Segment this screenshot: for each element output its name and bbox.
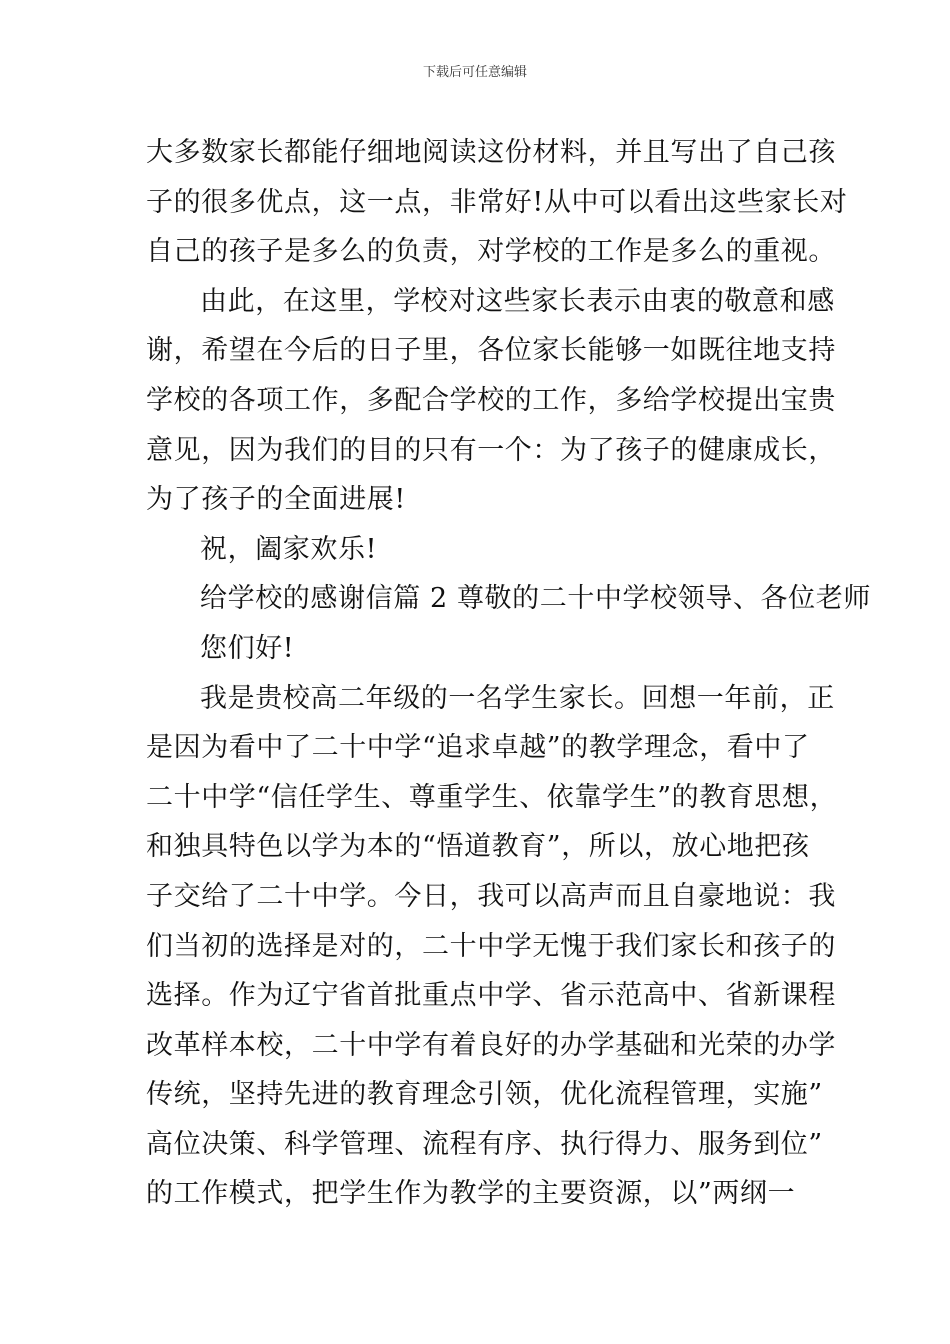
text-line: 谢，希望在今后的日子里，各位家长能够一如既往地支持 (146, 335, 836, 367)
paragraph-blessing (146, 525, 806, 575)
paragraph-greeting (146, 624, 806, 674)
paragraph-1 (146, 128, 848, 277)
text-line: 我是贵校高二年级的一名学生家长。回想一年前，正 (200, 682, 835, 714)
text-line: 和独具特色以学为本的“悟道教育”，所以，放心地把孩 (146, 831, 810, 863)
page-header: 下载后可任意编辑 (422, 65, 527, 80)
text-line: 改革样本校，二十中学有着良好的办学基础和光荣的办学 (146, 1029, 836, 1061)
paragraph-3 (146, 674, 838, 1220)
text-line: 为了孩子的全面进展! (146, 484, 406, 516)
text-line: 高位决策、科学管理、流程有序、执行得力、服务到位” (146, 1128, 823, 1160)
document-body (146, 128, 871, 1219)
text-line: 传统，坚持先进的教育理念引领，优化流程管理，实施” (146, 1079, 823, 1111)
text-line: 的工作模式，把学生作为教学的主要资源，以”两纲一 (146, 1178, 796, 1210)
text-line: 自己的孩子是多么的负责，对学校的工作是多么的重视。 (146, 236, 836, 268)
text-line: 祝，阖家欢乐! (200, 533, 378, 565)
text-line: 们当初的选择是对的，二十中学无愧于我们家长和孩子的 (146, 930, 836, 962)
paragraph-letter-title (146, 574, 871, 624)
text-line: 意见，因为我们的目的只有一个：为了孩子的健康成长， (146, 434, 836, 466)
text-line: 二十中学“信任学生、尊重学生、依靠学生”的教育思想， (146, 781, 838, 813)
text-line: 学校的各项工作，多配合学校的工作，多给学校提出宝贵 (146, 384, 836, 416)
text-line: 子交给了二十中学。今日，我可以高声而且自豪地说：我 (146, 880, 836, 912)
text-line: 由此，在这里，学校对这些家长表示由衷的敬意和感 (200, 285, 835, 317)
text-line: 给学校的感谢信篇 2 尊敬的二十中学校领导、各位老师 (200, 583, 871, 615)
text-line: 大多数家长都能仔细地阅读这份材料，并且写出了自己孩 (146, 137, 836, 168)
paragraph-2 (146, 277, 836, 525)
text-line: 是因为看中了二十中学“追求卓越”的教学理念，看中了 (146, 732, 810, 764)
text-line: 您们好! (200, 632, 295, 664)
text-line: 选择。作为辽宁省首批重点中学、省示范高中、省新课程 (146, 980, 836, 1012)
text-line: 子的很多优点，这一点，非常好!从中可以看出这些家长对 (146, 186, 848, 218)
